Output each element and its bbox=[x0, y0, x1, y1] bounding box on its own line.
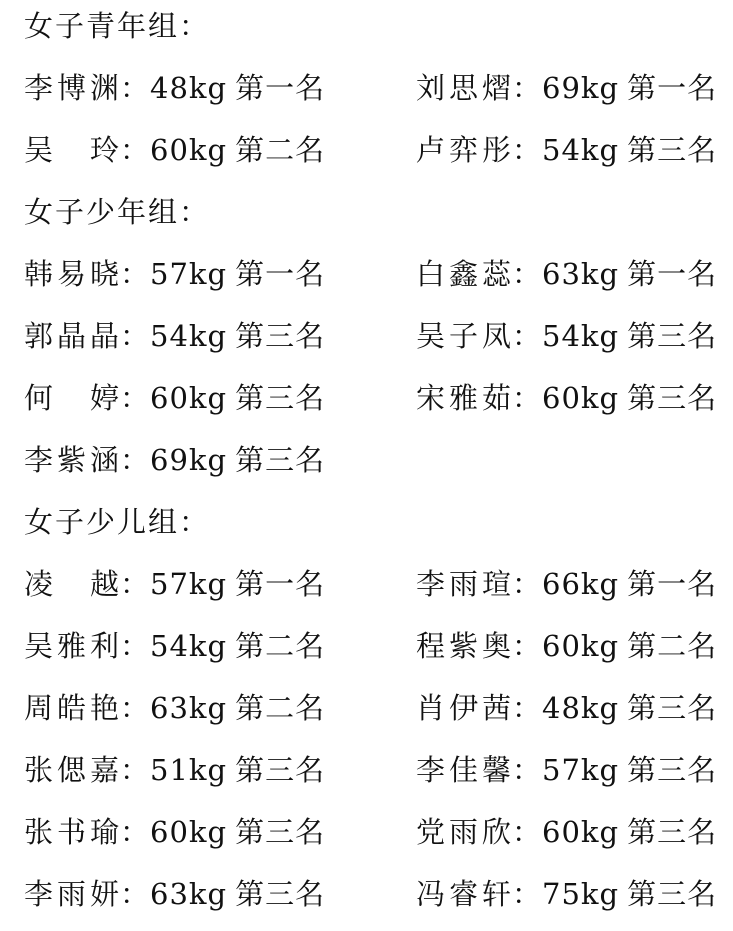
result-entry bbox=[416, 372, 716, 424]
weight-class: 66kg bbox=[542, 567, 620, 601]
colon-separator: ： bbox=[512, 71, 543, 105]
result-entry bbox=[416, 558, 716, 610]
result-entry bbox=[24, 124, 416, 176]
colon-separator: ： bbox=[120, 815, 151, 849]
result-entry bbox=[416, 744, 716, 796]
colon-separator: ： bbox=[120, 381, 151, 415]
placement: 第三名 bbox=[627, 381, 718, 415]
athlete-name: 李佳馨 bbox=[416, 753, 512, 787]
colon-separator: ： bbox=[512, 629, 543, 663]
weight-class: 54kg bbox=[150, 629, 228, 663]
result-row bbox=[24, 744, 724, 806]
section-youth bbox=[24, 0, 724, 186]
athlete-name: 郭晶晶 bbox=[24, 319, 120, 353]
result-entry bbox=[416, 806, 716, 858]
result-entry bbox=[416, 868, 716, 920]
colon-separator: ： bbox=[120, 753, 151, 787]
result-row bbox=[24, 620, 724, 682]
placement: 第三名 bbox=[627, 691, 718, 725]
athlete-name: 刘思熠 bbox=[416, 71, 512, 105]
athlete-name: 冯睿轩 bbox=[416, 877, 512, 911]
placement: 第三名 bbox=[235, 753, 326, 787]
weight-class: 60kg bbox=[150, 133, 228, 167]
weight-class: 54kg bbox=[542, 319, 620, 353]
result-entry bbox=[24, 744, 416, 796]
colon-separator: ： bbox=[120, 629, 151, 663]
placement: 第一名 bbox=[627, 71, 718, 105]
colon-separator: ： bbox=[512, 753, 543, 787]
result-entry bbox=[416, 682, 716, 734]
weight-class: 75kg bbox=[542, 877, 620, 911]
colon-separator: ： bbox=[120, 71, 151, 105]
athlete-name: 吴子凤 bbox=[416, 319, 512, 353]
section-title: 女子少儿组： bbox=[24, 505, 211, 539]
result-row bbox=[24, 62, 724, 124]
result-row bbox=[24, 806, 724, 868]
result-entry bbox=[416, 620, 716, 672]
placement: 第三名 bbox=[627, 319, 718, 353]
colon-separator: ： bbox=[120, 567, 151, 601]
placement: 第一名 bbox=[235, 71, 326, 105]
result-entry bbox=[24, 806, 416, 858]
section-junior bbox=[24, 186, 724, 496]
weight-class: 60kg bbox=[542, 629, 620, 663]
placement: 第三名 bbox=[235, 381, 326, 415]
weight-class: 60kg bbox=[542, 815, 620, 849]
result-entry bbox=[24, 558, 416, 610]
colon-separator: ： bbox=[512, 133, 543, 167]
weight-class: 54kg bbox=[542, 133, 620, 167]
placement: 第二名 bbox=[235, 629, 326, 663]
colon-separator: ： bbox=[120, 877, 151, 911]
result-row bbox=[24, 558, 724, 620]
section-children bbox=[24, 496, 724, 930]
weight-class: 63kg bbox=[150, 877, 228, 911]
result-entry bbox=[416, 124, 716, 176]
colon-separator: ： bbox=[512, 567, 543, 601]
weight-class: 69kg bbox=[150, 443, 228, 477]
weight-class: 54kg bbox=[150, 319, 228, 353]
athlete-name: 党雨欣 bbox=[416, 815, 512, 849]
athlete-name: 张偲嘉 bbox=[24, 753, 120, 787]
colon-separator: ： bbox=[120, 691, 151, 725]
athlete-name: 肖伊茜 bbox=[416, 691, 512, 725]
colon-separator: ： bbox=[120, 319, 151, 353]
result-entry bbox=[24, 62, 416, 114]
athlete-name: 宋雅茹 bbox=[416, 381, 512, 415]
colon-separator: ： bbox=[512, 691, 543, 725]
athlete-name: 吴雅利 bbox=[24, 629, 120, 663]
result-entry bbox=[24, 248, 416, 300]
athlete-name: 韩易晓 bbox=[24, 257, 120, 291]
result-entry bbox=[24, 434, 416, 486]
colon-separator: ： bbox=[120, 257, 151, 291]
athlete-name: 李雨瑄 bbox=[416, 567, 512, 601]
placement: 第三名 bbox=[627, 815, 718, 849]
placement: 第二名 bbox=[235, 133, 326, 167]
result-row bbox=[24, 248, 724, 310]
result-row bbox=[24, 124, 724, 186]
placement: 第三名 bbox=[627, 877, 718, 911]
colon-separator: ： bbox=[512, 877, 543, 911]
result-entry bbox=[416, 62, 716, 114]
result-row bbox=[24, 868, 724, 930]
athlete-name: 程紫奥 bbox=[416, 629, 512, 663]
placement: 第二名 bbox=[627, 629, 718, 663]
weight-class: 51kg bbox=[150, 753, 228, 787]
result-row bbox=[24, 372, 724, 434]
weight-class: 63kg bbox=[150, 691, 228, 725]
results-document bbox=[24, 0, 724, 930]
placement: 第一名 bbox=[235, 567, 326, 601]
colon-separator: ： bbox=[120, 133, 151, 167]
athlete-name: 李博渊 bbox=[24, 71, 120, 105]
placement: 第二名 bbox=[235, 691, 326, 725]
athlete-name: 何 婷 bbox=[24, 381, 120, 415]
weight-class: 60kg bbox=[542, 381, 620, 415]
weight-class: 48kg bbox=[150, 71, 228, 105]
result-entry bbox=[24, 310, 416, 362]
placement: 第三名 bbox=[235, 319, 326, 353]
colon-separator: ： bbox=[512, 319, 543, 353]
placement: 第三名 bbox=[627, 133, 718, 167]
athlete-name: 李紫涵 bbox=[24, 443, 120, 477]
weight-class: 60kg bbox=[150, 815, 228, 849]
result-row bbox=[24, 310, 724, 372]
result-entry bbox=[24, 372, 416, 424]
result-row bbox=[24, 434, 724, 496]
athlete-name: 凌 越 bbox=[24, 567, 120, 601]
result-entry bbox=[24, 620, 416, 672]
weight-class: 57kg bbox=[150, 257, 228, 291]
result-entry bbox=[24, 682, 416, 734]
colon-separator: ： bbox=[120, 443, 151, 477]
colon-separator: ： bbox=[512, 815, 543, 849]
athlete-name: 白鑫蕊 bbox=[416, 257, 512, 291]
athlete-name: 周皓艳 bbox=[24, 691, 120, 725]
placement: 第三名 bbox=[235, 877, 326, 911]
colon-separator: ： bbox=[512, 257, 543, 291]
section-title: 女子青年组： bbox=[24, 9, 211, 43]
weight-class: 57kg bbox=[150, 567, 228, 601]
weight-class: 57kg bbox=[542, 753, 620, 787]
result-entry bbox=[416, 310, 716, 362]
weight-class: 69kg bbox=[542, 71, 620, 105]
colon-separator: ： bbox=[512, 381, 543, 415]
athlete-name: 张书瑜 bbox=[24, 815, 120, 849]
weight-class: 63kg bbox=[542, 257, 620, 291]
result-entry bbox=[416, 248, 716, 300]
athlete-name: 吴 玲 bbox=[24, 133, 120, 167]
result-entry bbox=[24, 868, 416, 920]
placement: 第三名 bbox=[235, 443, 326, 477]
placement: 第三名 bbox=[235, 815, 326, 849]
placement: 第一名 bbox=[627, 257, 718, 291]
result-row bbox=[24, 682, 724, 744]
placement: 第一名 bbox=[235, 257, 326, 291]
weight-class: 48kg bbox=[542, 691, 620, 725]
athlete-name: 李雨妍 bbox=[24, 877, 120, 911]
section-title: 女子少年组： bbox=[24, 195, 211, 229]
weight-class: 60kg bbox=[150, 381, 228, 415]
athlete-name: 卢弈彤 bbox=[416, 133, 512, 167]
placement: 第三名 bbox=[627, 753, 718, 787]
placement: 第一名 bbox=[627, 567, 718, 601]
